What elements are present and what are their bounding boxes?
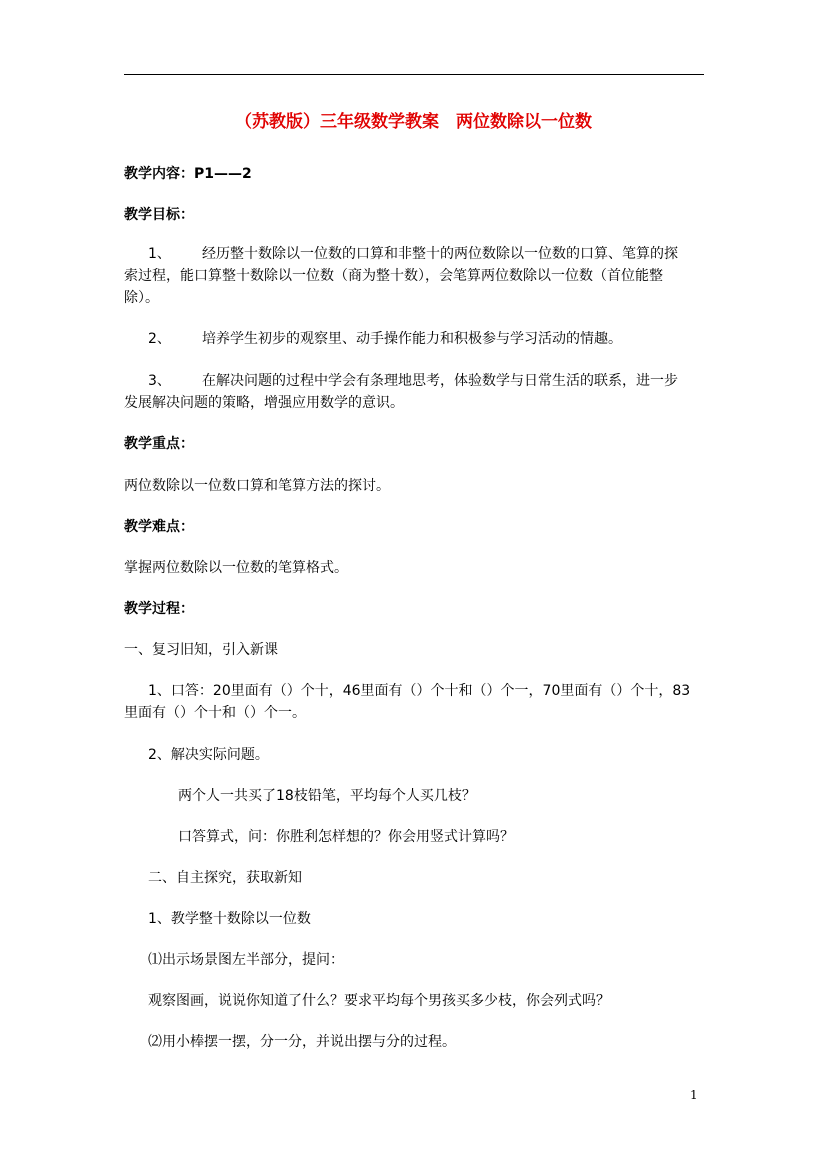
difficulty-label: 教学难点： (124, 519, 194, 535)
oral-answer-line: 里面有（）个十和（）个一。 (124, 705, 306, 721)
document-title: （苏教版）三年级数学教案 两位数除以一位数 (235, 112, 592, 132)
objectives-label: 教学目标： (124, 207, 194, 223)
objective-item-1 (124, 243, 706, 309)
objective-item-3 (124, 370, 706, 414)
objective-text: 经历整十数除以一位数的口算和非整十的两位数除以一位数的口算、笔算的探 (202, 246, 678, 262)
objective-text: 除）。 (124, 290, 159, 306)
header-rule (124, 74, 704, 75)
section1-title: 一、复习旧知，引入新课 (124, 642, 278, 658)
oral-answer-line: 1、口答：20里面有（）个十，46里面有（）个十和（）个一，70里面有（）个十，83 (148, 683, 691, 699)
difficulty-text: 掌握两位数除以一位数的笔算格式。 (124, 560, 348, 576)
key-points-text: 两位数除以一位数口算和笔算方法的探讨。 (124, 478, 390, 494)
step1: ⑴出示场景图左半部分，提问： (148, 952, 344, 968)
page-number: 1 (690, 1088, 698, 1102)
objective-item-2 (124, 328, 706, 350)
oral-answer (124, 680, 706, 724)
section2-title: 二、自主探究，获取新知 (148, 870, 302, 886)
objective-number: 1、 (148, 246, 171, 262)
step2: ⑵用小棒摆一摆，分一分，并说出摆与分的过程。 (148, 1034, 456, 1050)
objective-text: 索过程，能口算整十数除以一位数（商为整十数），会笔算两位数除以一位数（首位能整 (124, 268, 663, 284)
practical-question: 口答算式，问：你胜利怎样想的？你会用竖式计算吗？ (178, 829, 514, 845)
practical-title: 2、解决实际问题。 (148, 747, 269, 763)
objective-text: 培养学生初步的观察里、动手操作能力和积极参与学习活动的情趣。 (202, 331, 622, 347)
objective-text: 在解决问题的过程中学会有条理地思考，体验数学与日常生活的联系，进一步 (202, 373, 678, 389)
content-label: 教学内容：P1——2 (124, 166, 252, 182)
objective-number: 2、 (148, 331, 171, 347)
objective-text: 发展解决问题的策略，增强应用数学的意识。 (124, 395, 404, 411)
teach1-title: 1、教学整十数除以一位数 (148, 911, 311, 927)
practical-question: 两个人一共买了18枝铅笔，平均每个人买几枝？ (178, 788, 476, 804)
objective-number: 3、 (148, 373, 171, 389)
step1-question: 观察图画，说说你知道了什么？要求平均每个男孩买多少枝，你会列式吗？ (148, 993, 610, 1009)
process-label: 教学过程： (124, 601, 194, 617)
key-points-label: 教学重点： (124, 436, 194, 452)
